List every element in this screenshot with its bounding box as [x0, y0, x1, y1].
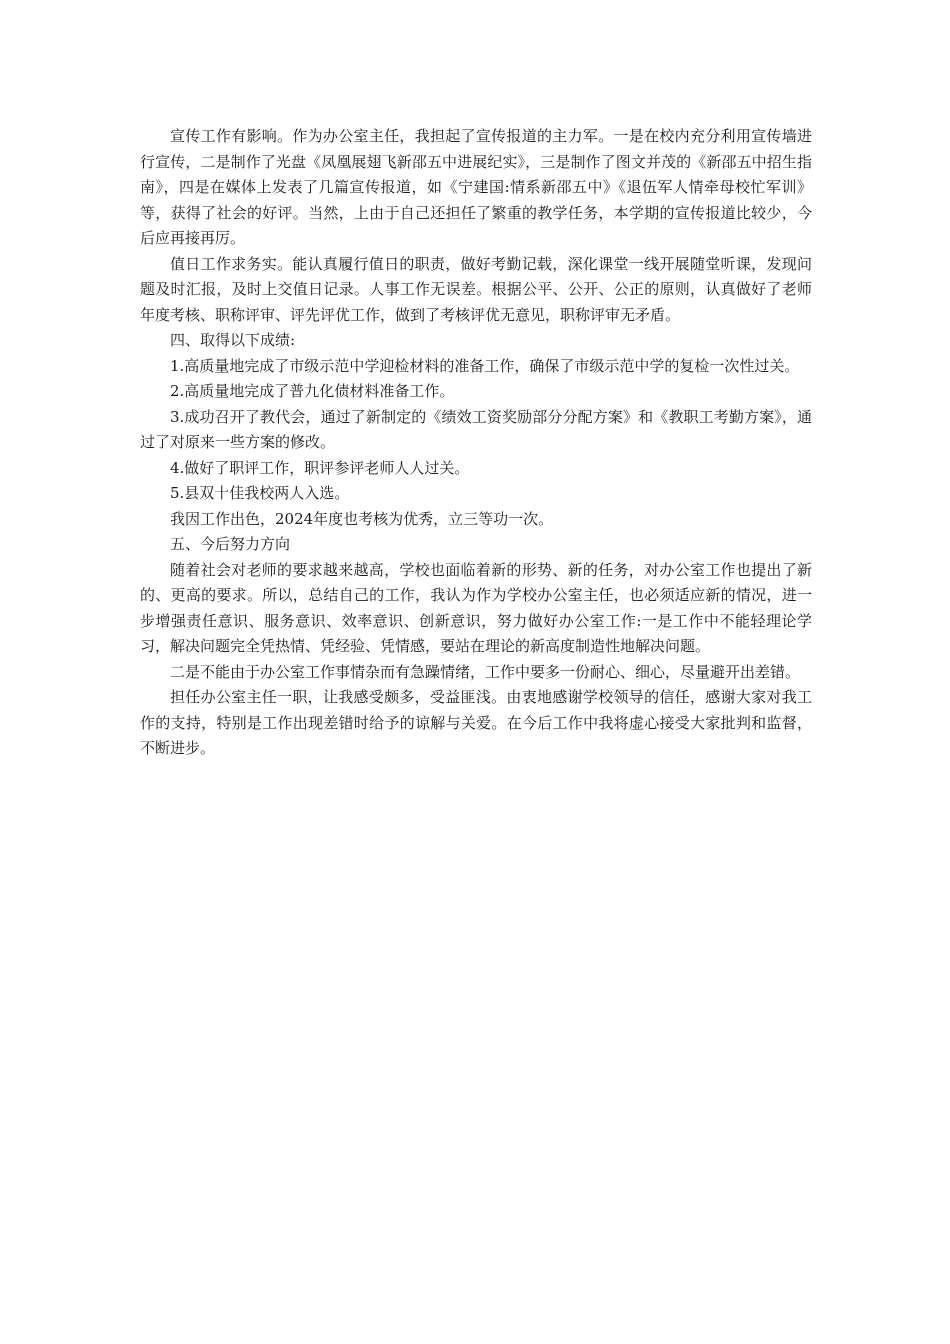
- paragraph-patience: 二是不能由于办公室工作事情杂而有急躁情绪，工作中要多一份耐心、细心，尽量避开出差错。: [170, 662, 801, 681]
- list-item-achievement-2: 2.高质量地完成了普九化债材料准备工作。: [170, 382, 455, 400]
- list-item-achievement-3: 3.成功召开了教代会，通过了新制定的《绩效工资奖励部分分配方案》和《教职工考勤方案》，通过了对原来一些方案的修改。: [140, 407, 812, 451]
- paragraph-future-requirements: 随着社会对老师的要求越来越高，学校也面临着新的形势、新的任务，对办公室工作也提出了新的、更高的要求。所以，总结自己的工作，我认为作为学校办公室主任，也必须适应新的情况，进一步增强责任意识、服务意识、效率意识、创新意识，努力做好办公室工作:一是工作中不能轻理论学习，解决问题完全凭热情、凭经验、凭情感，要站在理论的新高度制造性地解决问题。: [140, 560, 812, 655]
- paragraph-duty-work: 值日工作求务实。能认真履行值日的职责，做好考勤记载，深化课堂一线开展随堂听课，发现问题及时汇报，及时上交值日记录。人事工作无误差。根据公平、公开、公正的原则，认真做好了老师年度考核、职称评审、评先评优工作，做到了考核评优无意见，职称评审无矛盾。: [140, 254, 812, 324]
- paragraph-publicity: 宣传工作有影响。作为办公室主任，我担起了宣传报道的主力军。一是在校内充分利用宣传墙进行宣传，二是制作了光盘《凤凰展翅飞新邵五中进展纪实》，三是制作了图文并茂的《新邵五中招生指南》，四是在媒体上发表了几篇宣传报道，如《宁建国:情系新邵五中》《退伍军人情牵母校忙军训》等，获得了社会的好评。当然，上由于自己还担任了繁重的教学任务，本学期的宣传报道比较少，今后应再接再厉。: [140, 127, 812, 247]
- list-item-achievement-4: 4.做好了职评工作，职评参评老师人人过关。: [170, 458, 470, 477]
- list-item-achievement-5: 5.县双十佳我校两人入选。: [170, 484, 350, 502]
- document-body: [140, 124, 812, 762]
- section-heading-achievements: 四、取得以下成绩:: [170, 331, 296, 349]
- paragraph-award: 我因工作出色，2024年度也考核为优秀，立三等功一次。: [170, 509, 554, 528]
- list-item-achievement-1: 1.高质量地完成了市级示范中学迎检材料的准备工作，确保了市级示范中学的复检一次性过关。: [170, 356, 800, 375]
- paragraph-closing: 担任办公室主任一职，让我感受颇多，受益匪浅。由衷地感谢学校领导的信任，感谢大家对我工作的支持，特别是工作出现差错时给予的谅解与关爱。在今后工作中我将虚心接受大家批判和监督，不断进步。: [140, 688, 812, 757]
- section-heading-future-direction: 五、今后努力方向: [170, 535, 291, 553]
